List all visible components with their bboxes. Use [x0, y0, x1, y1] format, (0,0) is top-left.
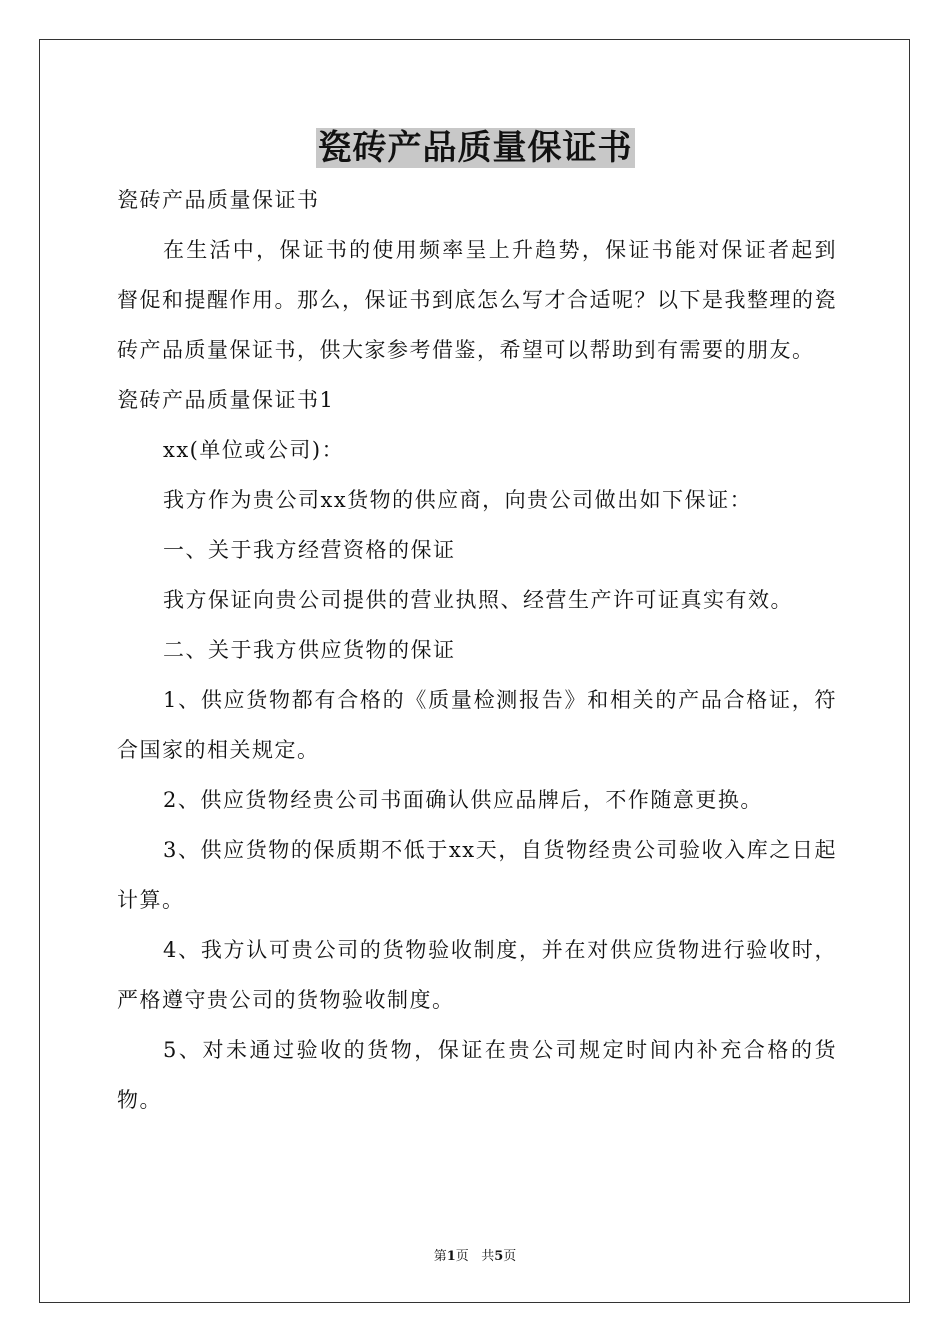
document-title [0, 126, 950, 170]
clause-heading-1: 一、关于我方经营资格的保证 [163, 538, 456, 562]
subtitle-line: 瓷砖产品质量保证书 [117, 188, 320, 212]
section-heading: 瓷砖产品质量保证书1 [117, 388, 335, 412]
page-footer [0, 1248, 950, 1266]
clause-item-3: 3、供应货物的保质期不低于xx天，自货物经贵公司验收入库之日起计算。 [117, 838, 837, 912]
footer-total-prefix: 共 [481, 1249, 495, 1264]
footer-total-unit: 页 [503, 1249, 517, 1264]
document-body [117, 175, 837, 1125]
clause-item-2: 2、供应货物经贵公司书面确认供应品牌后，不作随意更换。 [163, 788, 763, 812]
clause-heading-2: 二、关于我方供应货物的保证 [163, 638, 456, 662]
statement-paragraph: 我方作为贵公司xx货物的供应商，向贵公司做出如下保证： [163, 488, 753, 512]
clause-item-5: 5、对未通过验收的货物，保证在贵公司规定时间内补充合格的货物。 [117, 1038, 837, 1112]
clause-paragraph: 我方保证向贵公司提供的营业执照、经营生产许可证真实有效。 [163, 588, 793, 612]
footer-page-prefix: 第 [433, 1249, 447, 1264]
clause-item-4: 4、我方认可贵公司的货物验收制度，并在对供应货物进行验收时，严格遵守贵公司的货物验收制度。 [117, 938, 837, 1012]
intro-paragraph: 在生活中，保证书的使用频率呈上升趋势，保证书能对保证者起到督促和提醒作用。那么，保证书到底怎么写才合适呢？以下是我整理的瓷砖产品质量保证书，供大家参考借鉴，希望可以帮助到有需要的朋友。 [117, 238, 837, 362]
document-title-text: 瓷砖产品质量保证书 [317, 128, 633, 168]
footer-page-total: 5 [494, 1249, 504, 1264]
salutation: xx(单位或公司)： [163, 438, 345, 462]
footer-page-unit: 页 [455, 1249, 469, 1264]
footer-page-current: 1 [446, 1249, 456, 1264]
clause-item-1: 1、供应货物都有合格的《质量检测报告》和相关的产品合格证，符合国家的相关规定。 [117, 688, 837, 762]
